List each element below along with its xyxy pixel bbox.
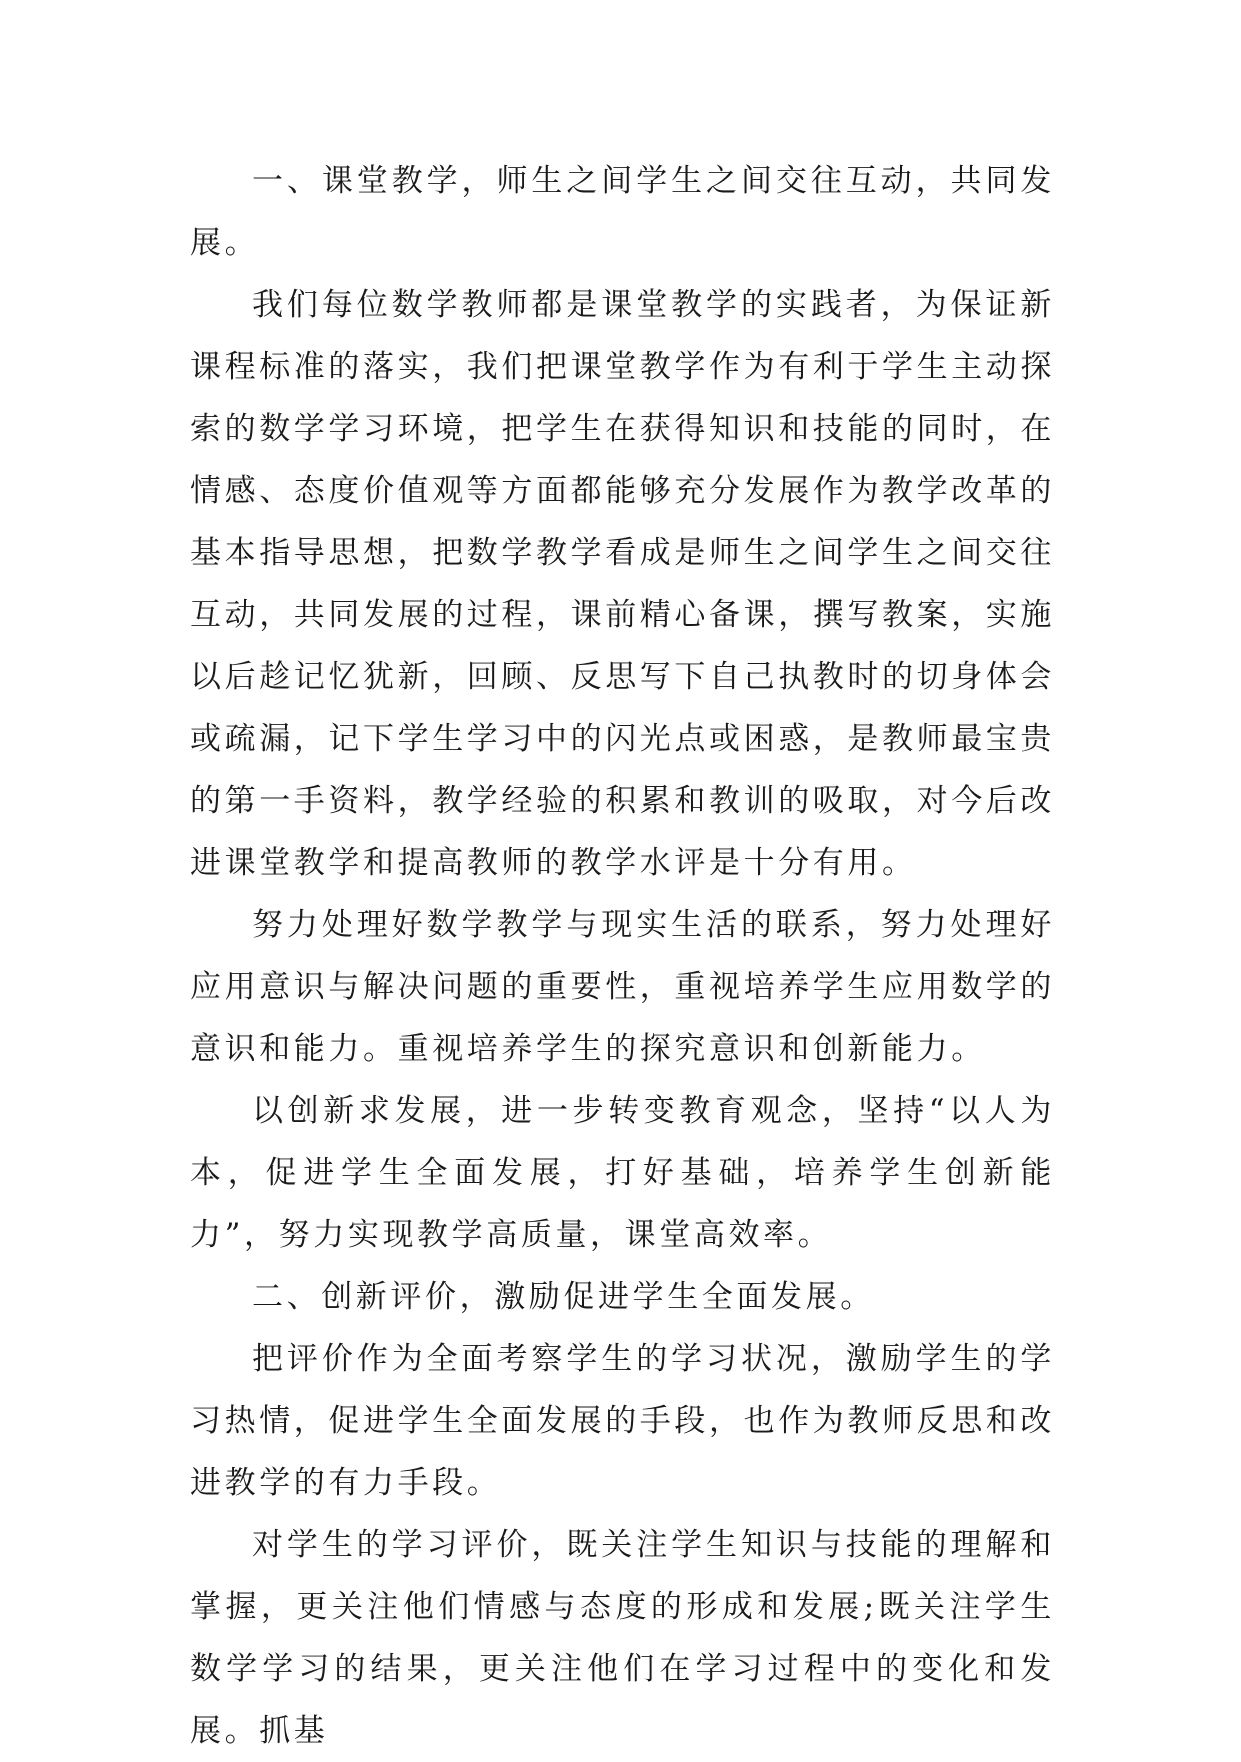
body-paragraph-5: 对学生的学习评价，既关注学生知识与技能的理解和掌握，更关注他们情感与态度的形成和发展;既关注学生数学学习的结果，更关注他们在学习过程中的变化和发展。抓基: [190, 1527, 1055, 1749]
body-paragraph-1: 我们每位数学教师都是课堂教学的实践者，为保证新课程标准的落实，我们把课堂教学作为有利于学生主动探索的数学学习环境，把学生在获得知识和技能的同时，在情感、态度价值观等方面都能够充分发展作为教学改革的基本指导思想，把数学教学看成是师生之间学生之间交往互动，共同发展的过程，课前精心备课，撰写教案，实施以后趁记忆犹新，回顾、反思写下自己执教时的切身体会或疏漏，记下学生学习中的闪光点或困惑，是教师最宝贵的第一手资料，教学经验的积累和教训的吸取，对今后改进课堂教学和提高教师的教学水评是十分有用。: [190, 287, 1055, 881]
body-paragraph-2: 努力处理好数学教学与现实生活的联系，努力处理好应用意识与解决问题的重要性，重视培养学生应用数学的意识和能力。重视培养学生的探究意识和创新能力。: [190, 907, 1055, 1067]
body-paragraph-3: 以创新求发展，进一步转变教育观念，坚持“以人为本，促进学生全面发展，打好基础，培养学生创新能力”，努力实现教学高质量，课堂高效率。: [190, 1093, 1055, 1253]
section-heading-2: 二、创新评价，激励促进学生全面发展。: [252, 1279, 875, 1315]
document-body: [190, 150, 1055, 1762]
section-heading-1: 一、课堂教学，师生之间学生之间交往互动，共同发展。: [190, 163, 1055, 261]
body-paragraph-4: 把评价作为全面考察学生的学习状况，激励学生的学习热情，促进学生全面发展的手段，也作为教师反思和改进教学的有力手段。: [190, 1341, 1055, 1501]
